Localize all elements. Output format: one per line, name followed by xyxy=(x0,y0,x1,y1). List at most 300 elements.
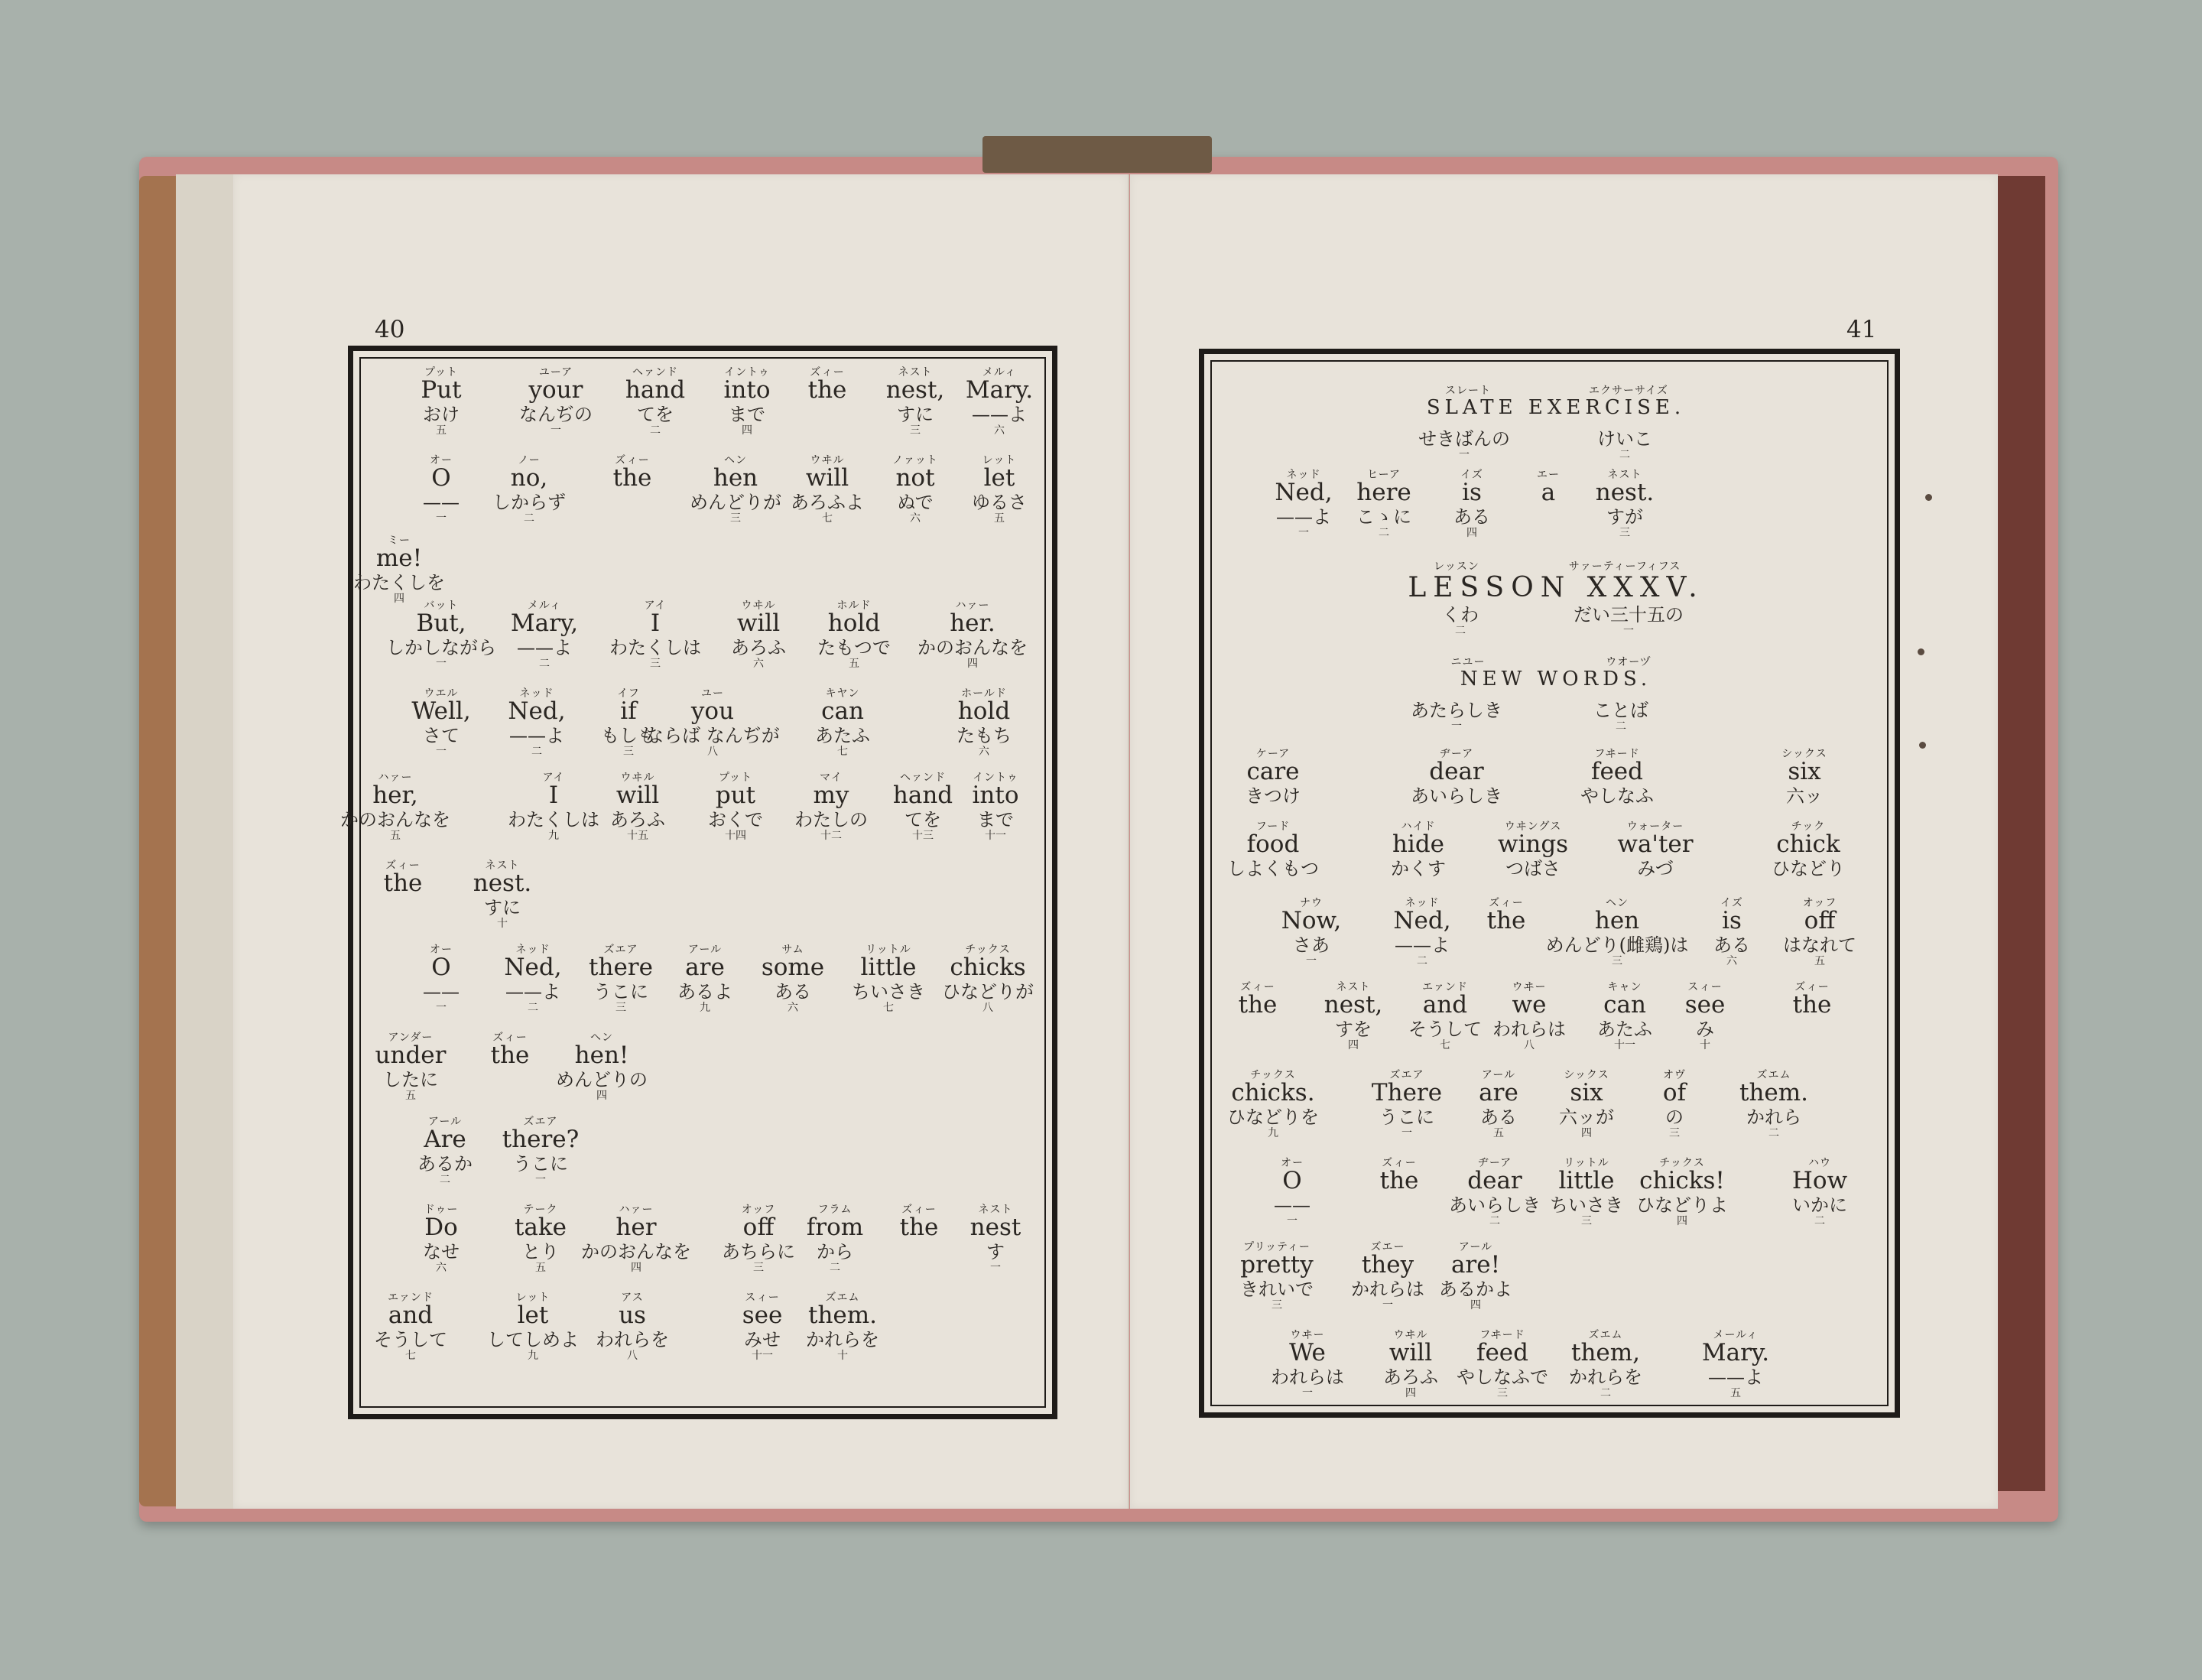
vocab-kana: ヂーア xyxy=(1439,748,1474,760)
order-number: 一 xyxy=(436,658,447,670)
kana-reading: ズィー xyxy=(1382,1157,1417,1169)
order-number: 七 xyxy=(822,512,833,525)
kana-reading: ヘン xyxy=(1606,897,1629,909)
order-number: 二 xyxy=(1417,955,1427,967)
order-number: 一 xyxy=(1401,1127,1412,1139)
japanese-gloss: おけ xyxy=(423,404,460,425)
japanese-gloss: すに xyxy=(897,404,934,425)
order-number: 六 xyxy=(994,424,1005,437)
english-word: from xyxy=(806,1214,864,1241)
order-number: 六 xyxy=(436,1262,447,1274)
kana-reading: アール xyxy=(1481,1069,1516,1081)
order-number: 一 xyxy=(1382,1299,1393,1311)
english-word: the xyxy=(1486,907,1526,934)
right-page xyxy=(1130,174,1998,1509)
kana-reading: ウヰル xyxy=(620,772,655,784)
heading-gloss: せきばんの xyxy=(1418,428,1510,450)
japanese-gloss: うこに xyxy=(1379,1106,1434,1128)
kana-reading: イズ xyxy=(1720,897,1743,909)
english-word: me! xyxy=(375,544,423,572)
vocab-gloss: かくす xyxy=(1391,858,1446,879)
kana-reading: チックス xyxy=(1659,1157,1705,1169)
kana-reading: バット xyxy=(424,600,459,612)
japanese-gloss: かれらを xyxy=(806,1329,879,1350)
japanese-gloss: あたふ xyxy=(815,725,870,746)
japanese-gloss: ある xyxy=(1480,1106,1517,1128)
kana-reading: ズエア xyxy=(523,1116,558,1128)
kana-reading: オー xyxy=(430,944,453,956)
kana-reading: ハウ xyxy=(1808,1157,1831,1169)
japanese-gloss: めんどり(雌鶏)は xyxy=(1545,934,1689,956)
kana-reading: ヘァンド xyxy=(632,366,678,379)
kana-reading: シックス xyxy=(1564,1069,1609,1081)
vocab-gloss: やしなふ xyxy=(1580,785,1654,807)
english-word: some xyxy=(761,954,825,981)
english-word: O xyxy=(431,464,451,492)
english-word: Ned, xyxy=(508,697,566,725)
english-word: off xyxy=(742,1214,775,1241)
order-number: 十四 xyxy=(725,830,746,842)
japanese-gloss: しからず xyxy=(492,492,566,513)
english-word: Well, xyxy=(411,697,471,725)
kana-reading: チックス xyxy=(1250,1069,1296,1081)
kana-reading: ユーア xyxy=(538,366,573,379)
japanese-gloss: あるよ xyxy=(677,981,732,1002)
text-frame-right xyxy=(1199,349,1900,1418)
kana-reading: イズ xyxy=(1460,469,1483,481)
kana-reading: リットル xyxy=(866,944,911,956)
order-number: 二 xyxy=(1616,720,1626,733)
japanese-gloss: したに xyxy=(383,1069,438,1090)
japanese-gloss: わたくしを xyxy=(353,572,445,593)
vocab-kana: ウォーター xyxy=(1626,821,1684,833)
order-number: 十五 xyxy=(627,830,648,842)
english-word: nest, xyxy=(1323,991,1383,1019)
english-word: little xyxy=(860,954,917,981)
kana-reading: ズエム xyxy=(1756,1069,1791,1081)
japanese-gloss: ひなどりよ xyxy=(1636,1194,1728,1216)
text-frame-left xyxy=(340,346,1057,1419)
heading-gloss: だい三十五の xyxy=(1574,604,1684,626)
vocab-kana: シックス xyxy=(1781,748,1827,760)
english-word: O xyxy=(1282,1167,1302,1194)
japanese-gloss: かれらは xyxy=(1351,1279,1424,1300)
english-word: if xyxy=(620,697,637,725)
order-number: 五 xyxy=(849,658,859,670)
order-number: 四 xyxy=(1405,1387,1416,1399)
kana-reading: オヴ xyxy=(1663,1069,1686,1081)
kana-reading: イントゥ xyxy=(724,366,770,379)
vocab-word: six xyxy=(1788,758,1821,785)
kana-reading: プット xyxy=(424,366,459,379)
japanese-gloss: まで xyxy=(729,404,765,425)
japanese-gloss: あるか xyxy=(417,1153,473,1175)
japanese-gloss: すが xyxy=(1606,506,1643,528)
japanese-gloss: —— xyxy=(423,981,460,1002)
order-number: 七 xyxy=(405,1350,416,1362)
english-word: will xyxy=(805,464,849,492)
english-word: But, xyxy=(416,609,466,637)
english-word: Now, xyxy=(1281,907,1342,934)
english-word: take xyxy=(514,1214,567,1241)
english-word: I xyxy=(548,782,559,809)
english-word: my xyxy=(813,782,849,809)
order-number: 二 xyxy=(1455,625,1466,637)
kana-reading: ハァー xyxy=(955,600,990,612)
kana-reading: プリッティー xyxy=(1243,1241,1310,1253)
heading-gloss: ことば xyxy=(1593,700,1648,721)
kana-reading: エー xyxy=(1537,469,1560,481)
left-page-text xyxy=(340,351,1052,1414)
japanese-gloss: われらは xyxy=(1492,1019,1566,1040)
order-number: 五 xyxy=(994,512,1005,525)
japanese-gloss: もしも xyxy=(601,725,656,746)
english-word: Ned, xyxy=(1393,907,1451,934)
english-word: chicks. xyxy=(1231,1079,1315,1106)
english-word: us xyxy=(619,1301,646,1329)
kana-reading: ズエム xyxy=(1588,1329,1623,1341)
vocab-kana: ウヰングス xyxy=(1504,821,1562,833)
order-number: 三 xyxy=(1497,1387,1508,1399)
kana-reading: ネスト xyxy=(898,366,933,379)
heading-kana: スレート xyxy=(1445,385,1491,397)
japanese-gloss: あたふ xyxy=(1597,1019,1652,1040)
japanese-gloss: たもつで xyxy=(817,637,891,658)
japanese-gloss: てを xyxy=(637,404,674,425)
english-word: the xyxy=(383,869,423,897)
english-word: O xyxy=(431,954,451,981)
order-number: 二 xyxy=(440,1174,450,1186)
vocab-kana: ケーア xyxy=(1255,748,1291,760)
left-page xyxy=(233,174,1129,1509)
english-word: and xyxy=(388,1301,434,1329)
order-number: 一 xyxy=(1287,1215,1297,1227)
english-word: hold xyxy=(957,697,1011,725)
order-number: 五 xyxy=(1814,955,1825,967)
kana-reading: ネスト xyxy=(978,1204,1013,1216)
english-word: put xyxy=(715,782,756,809)
kana-reading: チックス xyxy=(965,944,1011,956)
japanese-gloss: はなれて xyxy=(1783,934,1856,956)
japanese-gloss: み xyxy=(1696,1019,1714,1040)
english-word: nest. xyxy=(1595,479,1655,506)
order-number: 五 xyxy=(535,1262,546,1274)
english-word: Mary. xyxy=(1701,1339,1770,1366)
order-number: 十 xyxy=(837,1350,848,1362)
japanese-gloss: から xyxy=(817,1241,853,1262)
japanese-gloss: すを xyxy=(1335,1019,1372,1040)
english-word: here xyxy=(1356,479,1411,506)
order-number: 三 xyxy=(1272,1299,1282,1311)
vocab-gloss: みづ xyxy=(1637,858,1674,879)
order-number: 四 xyxy=(1677,1215,1687,1227)
vocab-kana: ハイド xyxy=(1401,821,1436,833)
english-word: will xyxy=(1388,1339,1433,1366)
english-word: How xyxy=(1791,1167,1848,1194)
english-word: will xyxy=(615,782,660,809)
order-number: 六 xyxy=(788,1002,798,1014)
japanese-gloss: わたくしは xyxy=(609,637,701,658)
japanese-gloss: ——よ xyxy=(1708,1366,1763,1388)
order-number: 六 xyxy=(979,746,989,758)
order-number: 三 xyxy=(753,1262,764,1274)
english-word: no, xyxy=(510,464,548,492)
order-number: 十 xyxy=(1700,1039,1710,1051)
english-word: there? xyxy=(502,1126,580,1153)
order-number: 八 xyxy=(982,1002,993,1014)
english-word: hand xyxy=(625,376,686,404)
japanese-gloss: ゆるさ xyxy=(972,492,1027,513)
japanese-gloss: ——よ xyxy=(517,637,572,658)
japanese-gloss: の xyxy=(1665,1106,1684,1128)
order-number: 十一 xyxy=(752,1350,773,1362)
japanese-gloss: ——よ xyxy=(972,404,1027,425)
kana-reading: ズエア xyxy=(603,944,638,956)
order-number: 二 xyxy=(531,746,542,758)
japanese-gloss: あろふ xyxy=(610,809,665,830)
order-number: 二 xyxy=(524,512,534,525)
japanese-gloss: わたしの xyxy=(794,809,868,830)
english-word: dear xyxy=(1467,1167,1522,1194)
japanese-gloss: ある xyxy=(1453,506,1490,528)
order-number: 七 xyxy=(883,1002,894,1014)
kana-reading: ウヰー xyxy=(1290,1329,1325,1341)
english-word: hen! xyxy=(574,1041,629,1069)
japanese-gloss: てを xyxy=(905,809,941,830)
order-number: 八 xyxy=(1524,1039,1535,1051)
kana-reading: ナウ xyxy=(1300,897,1323,909)
english-word: hen xyxy=(713,464,758,492)
japanese-gloss: おくで xyxy=(708,809,763,830)
english-word: not xyxy=(895,464,935,492)
page-number-right: 41 xyxy=(1846,316,1877,343)
japanese-gloss: —— xyxy=(1274,1194,1310,1216)
kana-reading: アール xyxy=(427,1116,463,1128)
kana-reading: リットル xyxy=(1564,1157,1609,1169)
order-number: 二 xyxy=(539,658,550,670)
order-number: 三 xyxy=(730,512,741,525)
japanese-gloss: そうして xyxy=(1408,1019,1482,1040)
kana-reading: ヘン xyxy=(724,454,747,466)
vocab-gloss: あいらしき xyxy=(1411,785,1502,807)
kana-reading: アール xyxy=(687,944,723,956)
order-number: 九 xyxy=(528,1350,538,1362)
kana-reading: ヂーア xyxy=(1477,1157,1512,1169)
order-number: 五 xyxy=(405,1090,416,1102)
english-word: hand xyxy=(892,782,953,809)
english-word: pretty xyxy=(1240,1251,1314,1279)
kana-reading: オッフ xyxy=(741,1204,776,1216)
kana-reading: ウエル xyxy=(424,687,459,700)
vocab-kana: チック xyxy=(1791,821,1826,833)
order-number: 四 xyxy=(1470,1299,1481,1311)
japanese-gloss: めんどりが xyxy=(690,492,781,513)
kana-reading: エァンド xyxy=(388,1292,434,1304)
japanese-gloss: わたくしは xyxy=(508,809,599,830)
english-word: into xyxy=(723,376,771,404)
order-number: 五 xyxy=(1730,1387,1741,1399)
english-word: let xyxy=(517,1301,549,1329)
kana-reading: アンダー xyxy=(388,1032,434,1044)
vocab-gloss: つばさ xyxy=(1505,858,1561,879)
english-word: her xyxy=(615,1214,657,1241)
english-word: her. xyxy=(950,609,995,637)
english-word: into xyxy=(972,782,1019,809)
order-number: 四 xyxy=(1581,1127,1592,1139)
order-number: 二 xyxy=(1600,1387,1611,1399)
order-number: 一 xyxy=(1459,449,1470,461)
english-word: there xyxy=(589,954,653,981)
japanese-gloss: あろふよ xyxy=(791,492,864,513)
order-number: 四 xyxy=(1466,527,1477,539)
kana-reading: ズィー xyxy=(385,859,421,872)
kana-reading: ネッド xyxy=(519,687,554,700)
japanese-gloss: うこに xyxy=(593,981,648,1002)
kana-reading: ズィー xyxy=(615,454,650,466)
kana-reading: ネスト xyxy=(1607,469,1642,481)
order-number: 三 xyxy=(1581,1215,1592,1227)
english-word: feed xyxy=(1476,1339,1529,1366)
vocab-gloss: きつけ xyxy=(1246,785,1301,807)
japanese-gloss: いかに xyxy=(1792,1194,1847,1216)
kana-reading: ノァット xyxy=(892,454,938,466)
english-word: them. xyxy=(1739,1079,1809,1106)
japanese-gloss: かれらを xyxy=(1569,1366,1642,1388)
english-word: are xyxy=(1479,1079,1518,1106)
kana-reading: ズエア xyxy=(1389,1069,1424,1081)
kana-reading: ホールド xyxy=(961,687,1007,700)
order-number: 十二 xyxy=(820,830,842,842)
heading-kana: サァーティーフィフス xyxy=(1568,561,1681,573)
kana-reading: マイ xyxy=(820,772,843,784)
kana-reading: ズィー xyxy=(901,1204,937,1216)
kana-reading: ウヰル xyxy=(1393,1329,1428,1341)
english-word: the xyxy=(612,464,652,492)
kana-reading: スィー xyxy=(1687,981,1723,993)
page-number-left: 40 xyxy=(375,316,405,343)
japanese-gloss: ひなどりを xyxy=(1227,1106,1319,1128)
english-word: they xyxy=(1361,1251,1414,1279)
order-number: 一 xyxy=(436,746,447,758)
english-word: the xyxy=(807,376,847,404)
japanese-gloss: すに xyxy=(484,897,521,918)
order-number: 八 xyxy=(627,1350,638,1362)
japanese-gloss: かのおんなを xyxy=(581,1241,691,1262)
english-word: little xyxy=(1558,1167,1615,1194)
kana-reading: キャン xyxy=(1607,981,1642,993)
english-word: hold xyxy=(827,609,881,637)
kana-reading: フラム xyxy=(817,1204,853,1216)
japanese-gloss: あるかよ xyxy=(1439,1279,1512,1300)
english-word: nest. xyxy=(473,869,532,897)
order-number: 六 xyxy=(753,658,764,670)
order-number: 三 xyxy=(1612,955,1622,967)
english-word: Ned, xyxy=(1275,479,1333,506)
kana-reading: ズィー xyxy=(1794,981,1830,993)
vocab-gloss: しよくもつ xyxy=(1227,858,1319,879)
kana-reading: オー xyxy=(430,454,453,466)
english-word: I xyxy=(650,609,661,637)
english-word: see xyxy=(1684,991,1726,1019)
japanese-gloss: みせ xyxy=(744,1329,781,1350)
kana-reading: ズィー xyxy=(492,1032,528,1044)
order-number: 一 xyxy=(1623,625,1634,637)
kana-reading: ネスト xyxy=(485,859,520,872)
order-number: 二 xyxy=(1814,1215,1825,1227)
kana-reading: イフ xyxy=(617,687,640,700)
kana-reading: メルィ xyxy=(982,366,1017,379)
japanese-gloss: そうして xyxy=(374,1329,447,1350)
order-number: 十 xyxy=(497,918,508,930)
vocab-word: hide xyxy=(1392,830,1445,858)
order-number: 二 xyxy=(650,424,661,437)
english-word: and xyxy=(1422,991,1468,1019)
section-heading: NEW WORDS. xyxy=(1460,668,1652,691)
kana-reading: オッフ xyxy=(1802,897,1837,909)
binding-tab xyxy=(982,136,1212,173)
vocab-gloss: ひなどり xyxy=(1772,858,1845,879)
heading-kana: エクサーサイズ xyxy=(1589,385,1668,397)
english-word: six xyxy=(1570,1079,1603,1106)
order-number: 四 xyxy=(1348,1039,1359,1051)
punch-hole xyxy=(1925,494,1932,501)
japanese-gloss: ひなどりが xyxy=(942,981,1034,1002)
japanese-gloss: ちいさき xyxy=(852,981,925,1002)
order-number: 三 xyxy=(1619,527,1630,539)
kana-reading: ズエム xyxy=(825,1292,860,1304)
order-number: 一 xyxy=(990,1262,1001,1274)
english-word: them. xyxy=(807,1301,878,1329)
english-word: is xyxy=(1722,907,1742,934)
order-number: 一 xyxy=(1298,527,1309,539)
order-number: 六 xyxy=(1726,955,1737,967)
japanese-gloss: あいらしき xyxy=(1449,1194,1541,1216)
heading-kana: ニユー xyxy=(1450,656,1486,668)
kana-reading: ハァー xyxy=(619,1204,654,1216)
japanese-gloss: さて xyxy=(423,725,460,746)
order-number: 七 xyxy=(1440,1039,1450,1051)
order-number: 一 xyxy=(535,1174,546,1186)
heading-kana: レッスン xyxy=(1434,561,1479,573)
english-word: let xyxy=(983,464,1015,492)
english-word: There xyxy=(1371,1079,1443,1106)
order-number: 四 xyxy=(596,1090,607,1102)
heading-gloss: けいこ xyxy=(1597,428,1652,450)
order-number: 六 xyxy=(910,512,921,525)
kana-reading: ヘァンド xyxy=(900,772,946,784)
right-page-text xyxy=(1204,354,1895,1412)
english-word: Mary. xyxy=(965,376,1034,404)
english-word: see xyxy=(742,1301,783,1329)
heading-gloss: あたらしき xyxy=(1411,700,1502,721)
japanese-gloss: われらは xyxy=(1271,1366,1344,1388)
kana-reading: ズィー xyxy=(810,366,845,379)
order-number: 一 xyxy=(436,1002,447,1014)
order-number: 三 xyxy=(615,1002,626,1014)
kana-reading: アイ xyxy=(644,600,667,612)
japanese-gloss: ある xyxy=(1713,934,1750,956)
order-number: 五 xyxy=(390,830,401,842)
japanese-gloss: ——よ xyxy=(1276,506,1331,528)
english-word: chicks xyxy=(950,954,1026,981)
kana-reading: アイ xyxy=(542,772,565,784)
kana-reading: ネッド xyxy=(1286,469,1321,481)
section-heading: LESSON XXXV. xyxy=(1408,572,1704,603)
punch-hole xyxy=(1918,648,1924,655)
order-number: 二 xyxy=(1619,449,1630,461)
japanese-gloss: す xyxy=(986,1241,1005,1262)
english-word: Do xyxy=(424,1214,458,1241)
